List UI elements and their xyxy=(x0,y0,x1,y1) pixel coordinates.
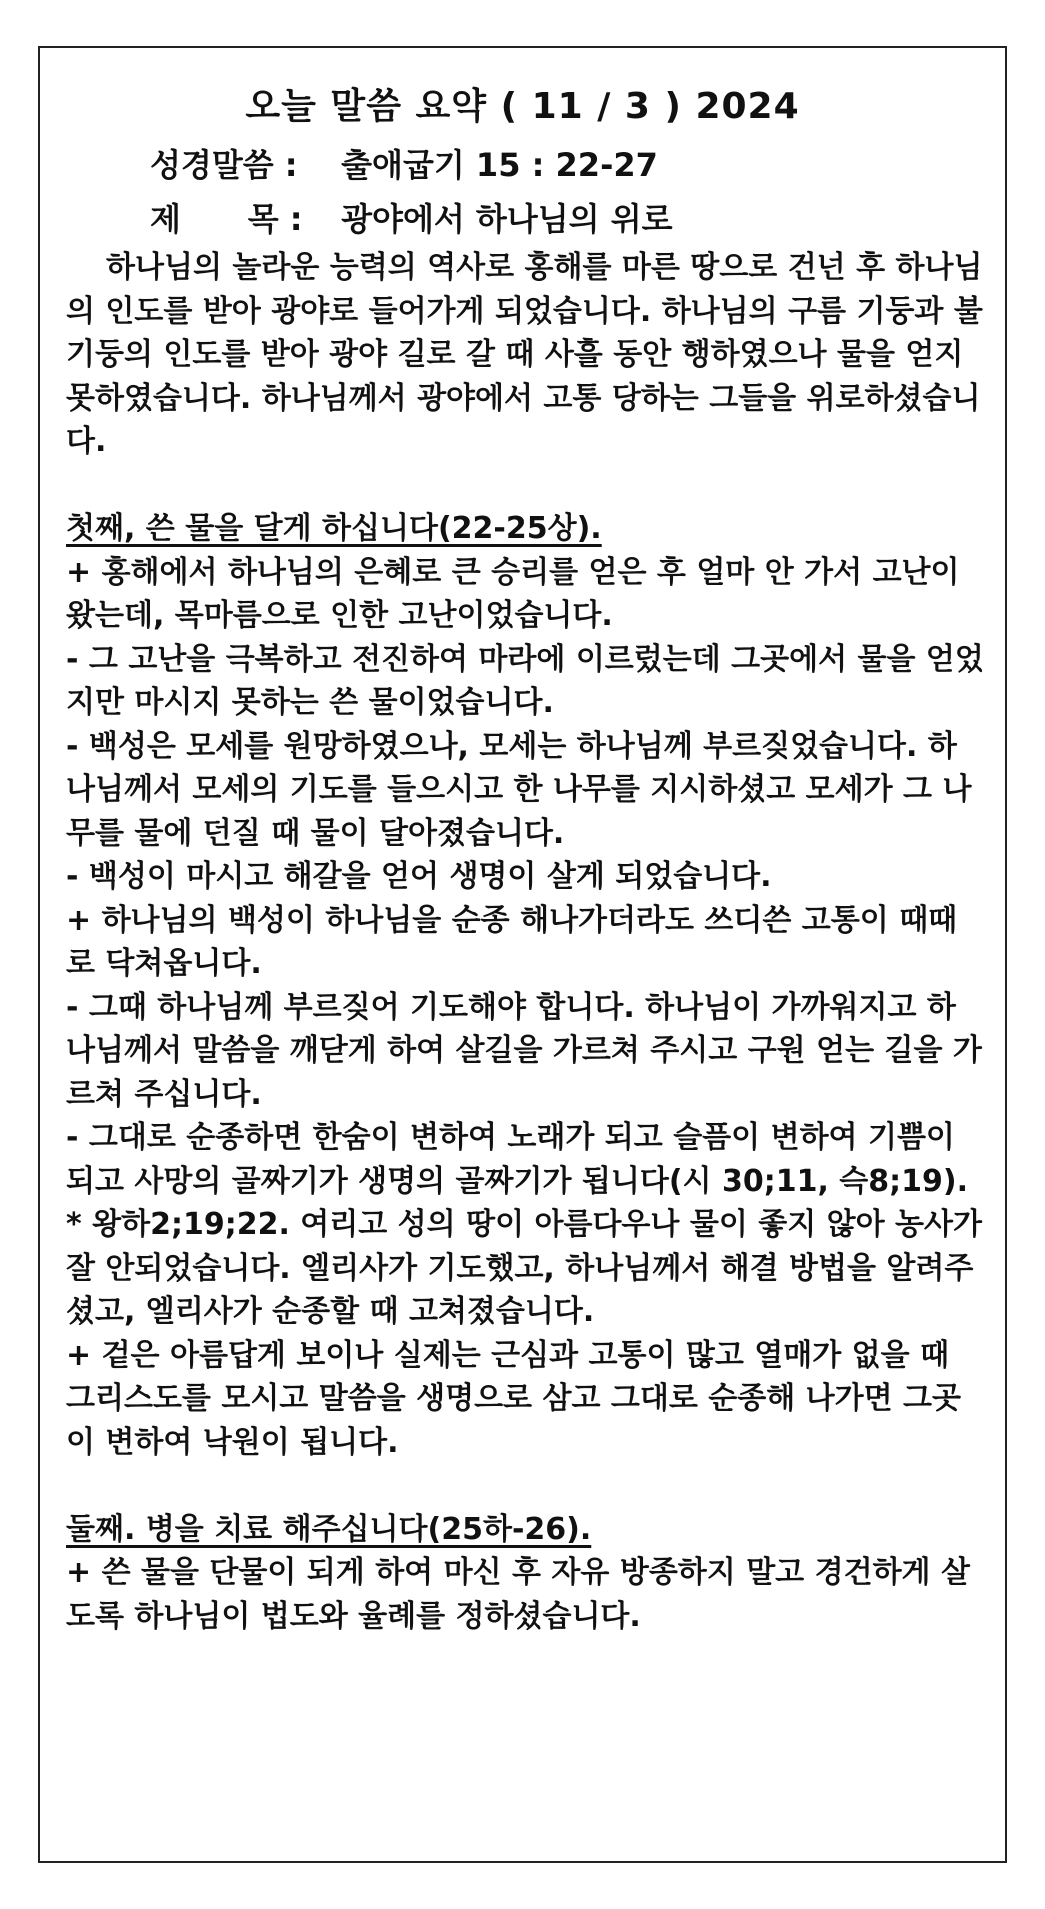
subject-line xyxy=(150,194,673,240)
section-heading-2: 둘째. 병을 치료 해주십니다(25하-26). xyxy=(66,1511,592,1547)
list-item: + 홍해에서 하나님의 은혜로 큰 승리를 얻은 후 얼마 안 가서 고난이 왔는데, 목마름으로 인한 고난이었습니다. xyxy=(66,554,960,633)
list-item: - 백성은 모세를 원망하였으나, 모세는 하나님께 부르짖었습니다. 하나님께서 모세의 기도를 들으시고 한 나무를 지시하셨고 모세가 그 나무를 물에 던질 때 물이 달아졌습니다. xyxy=(66,728,972,851)
section-heading-1: 첫째, 쓴 물을 달게 하십니다(22-25상). xyxy=(66,511,602,546)
spacer xyxy=(66,464,984,508)
spacer xyxy=(66,1464,984,1508)
page-title: 오늘 말씀 요약 ( 11 / 3 ) 2024 xyxy=(245,86,800,127)
scripture-label: 성경말씀 : xyxy=(150,146,298,184)
list-item: + 겉은 아름답게 보이나 실제는 근심과 고통이 많고 열매가 없을 때 그리스도를 모시고 말씀을 생명으로 삼고 그대로 순종해 나가면 그곳이 변하여 낙원이 됩니다. xyxy=(66,1337,961,1460)
list-item: + 쓴 물을 단물이 되게 하여 마신 후 자유 방종하지 말고 경건하게 살도록 하나님이 법도와 율례를 정하셨습니다. xyxy=(66,1555,970,1634)
subject-label: 제 목 : xyxy=(150,200,303,238)
document-frame xyxy=(38,46,1007,1863)
scripture-line xyxy=(150,140,658,186)
document-body xyxy=(66,246,984,1638)
list-item: + 하나님의 백성이 하나님을 순종 해나가더라도 쓰디쓴 고통이 때때로 닥쳐옵니다. xyxy=(66,902,958,981)
subject-value: 광야에서 하나님의 위로 xyxy=(341,200,673,238)
list-item: - 백성이 마시고 해갈을 얻어 생명이 살게 되었습니다. xyxy=(66,859,772,894)
scripture-value: 출애굽기 15 : 22-27 xyxy=(341,146,658,184)
list-item: - 그대로 순종하면 한숨이 변하여 노래가 되고 슬픔이 변하여 기쁨이 되고 사망의 골짜기가 생명의 골짜기가 됩니다(시 30;11, 슥8;19). xyxy=(66,1120,969,1199)
intro-paragraph: 하나님의 놀라운 능력의 역사로 홍해를 마른 땅으로 건넌 후 하나님의 인도를 받아 광야로 들어가게 되었습니다. 하나님의 구름 기둥과 불기둥의 인도를 받아 광야 길로 갈 때 사흘 동안 행하였으나 물을 얻지 못하였습니다. 하나님께서 광야에서 고통 당하는 그들을 위로하셨습니다. xyxy=(66,250,983,459)
list-item: * 왕하2;19;22. 여리고 성의 땅이 아름다우나 물이 좋지 않아 농사가 잘 안되었습니다. 엘리사가 기도했고, 하나님께서 해결 방법을 알려주셨고, 엘리사가 순종할 때 고쳐졌습니다. xyxy=(66,1207,982,1329)
list-item: - 그때 하나님께 부르짖어 기도해야 합니다. 하나님이 가까워지고 하나님께서 말씀을 깨닫게 하여 살길을 가르쳐 주시고 구원 얻는 길을 가르쳐 주십니다. xyxy=(66,989,982,1112)
list-item: - 그 고난을 극복하고 전진하여 마라에 이르렀는데 그곳에서 물을 얻었지만 마시지 못하는 쓴 물이었습니다. xyxy=(66,641,984,720)
